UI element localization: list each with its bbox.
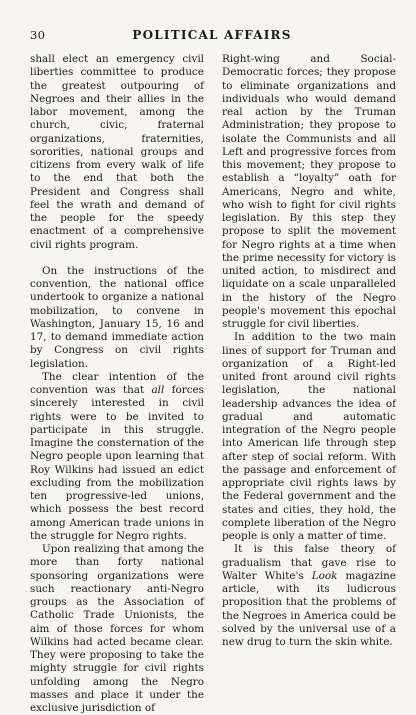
paragraph-text: magazine article, with its ludicrous proposition that the problems of the Negroes in America could be solved by the universal use of a new drug to turn the skin white.	[222, 569, 396, 648]
paragraph-text: The clear intention of the convention was that	[30, 370, 204, 396]
body-columns	[30, 53, 396, 714]
paragraph-text: It is this false theory of gradualism that gave rise to Walter White's	[222, 543, 396, 582]
paragraph-text: forces sincerely interested in civil rights were to be invited to participate in this struggle. Imagine the consternation of the Negro people upon learning that Roy Wilkins had issued an edict excluding from the mobilization ten progressive-led unions, which possess the best record among American trade unions in the struggle for Negro rights.	[30, 384, 204, 542]
paragraph	[222, 543, 396, 649]
right-column	[222, 53, 396, 648]
paragraph: On the instructions of the convention, the national office undertook to organize a national mobilization, to convene in Washington, January 15, 16 and 17, to demand immediate action by Congress on civil rights legislation.	[30, 264, 204, 370]
emphasis: Look	[311, 569, 338, 582]
paragraph: Upon realizing that among the more than forty national sponsoring organizations were such reactionary anti-Negro groups as the Association of Catholic Trade Unionists, the aim of those forces for whom Wilkins had acted became clear. They were proposing to take the mighty struggle for civil rights unfolding among the Negro masses and place it under the exclusive jurisdiction of	[30, 543, 204, 714]
paragraph: shall elect an emergency civil liberties committee to produce the greatest outpouring of Negroes and their allies in the labor movement, among the church, civic, fraternal organizations, fraternities, sororities, national groups and citizens from every walk of life to the end that both the President and Congress shall feel the wrath and demand of the people for the speedy enactment of a comprehensive civil rights program.	[30, 53, 204, 251]
page-header	[30, 28, 394, 44]
paragraph	[30, 371, 204, 543]
left-column	[30, 53, 204, 714]
running-head: POLITICAL AFFAIRS	[132, 28, 292, 42]
paragraph: In addition to the two main lines of support for Truman and organization of a Right-led united front around civil rights legislation, the national leadership advances the idea of gradual and automatic integration of the Negro people into American life through step after step of social reform. With the passage and enforcement of appropriate civil rights laws by the Federal government and the states and cities, they hold, the complete liberation of the Negro people is only a matter of time.	[222, 331, 396, 542]
paragraph: Right-wing and Social-Democratic forces; they propose to eliminate organizations and individuals who would demand real action by the Truman Administration; they propose to isolate the Communists and all Left and progressive forces from this movement; they propose to establish a “loyalty” oath for Americans, Negro and white, who wish to fight for civil rights legislation. By this step they propose to split the movement for Negro rights at a time when the prime necessity for victory is united action, to misdirect and liquidate on a scale unparalleled in the history of the Negro people's movement this epochal struggle for civil liberties.	[222, 53, 396, 330]
page-number: 30	[30, 28, 46, 42]
emphasis: all	[151, 384, 165, 396]
